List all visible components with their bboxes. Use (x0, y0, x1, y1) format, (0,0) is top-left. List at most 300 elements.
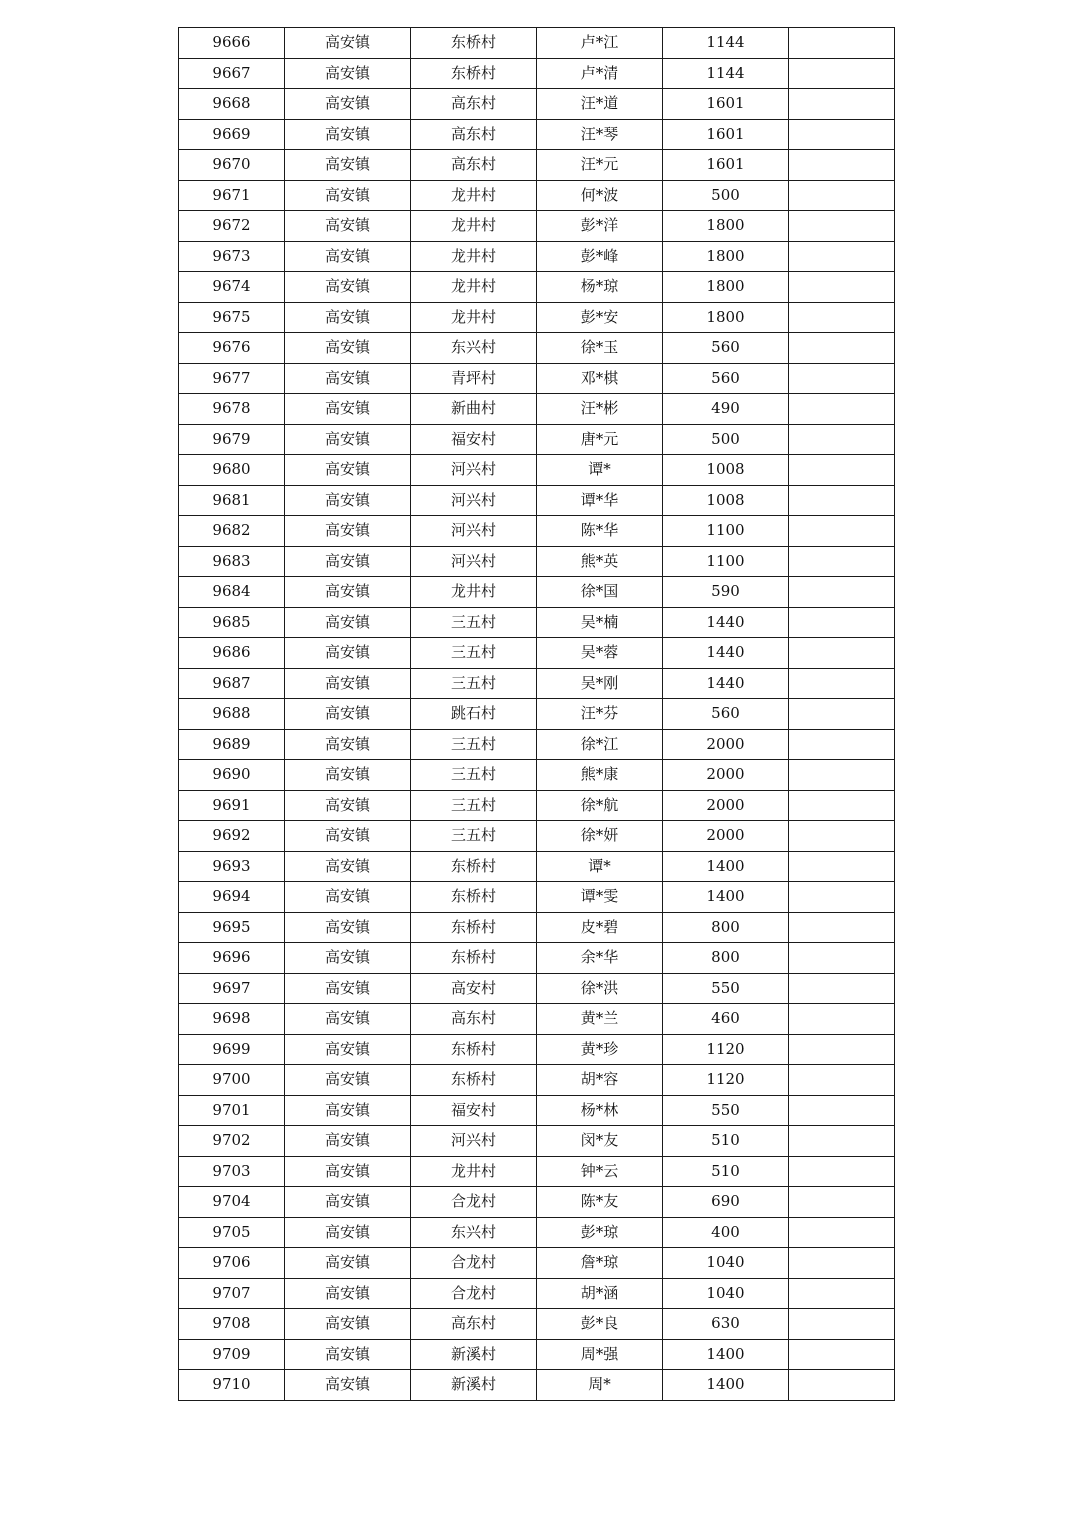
serial-number-cell: 9704 (179, 1187, 285, 1218)
amount-cell: 1800 (663, 241, 789, 272)
serial-number-cell: 9673 (179, 241, 285, 272)
name-cell: 彭*良 (537, 1309, 663, 1340)
note-cell (789, 912, 895, 943)
note-cell (789, 1309, 895, 1340)
table-row (179, 851, 895, 882)
serial-number-cell: 9671 (179, 180, 285, 211)
amount-cell: 2000 (663, 729, 789, 760)
name-cell: 黄*兰 (537, 1004, 663, 1035)
town-cell: 高安镇 (285, 1004, 411, 1035)
name-cell: 杨*林 (537, 1095, 663, 1126)
village-cell: 三五村 (411, 760, 537, 791)
note-cell (789, 333, 895, 364)
town-cell: 高安镇 (285, 1248, 411, 1279)
table-row (179, 28, 895, 59)
table-row (179, 272, 895, 303)
name-cell: 钟*云 (537, 1156, 663, 1187)
table-row (179, 1065, 895, 1096)
town-cell: 高安镇 (285, 760, 411, 791)
note-cell (789, 821, 895, 852)
name-cell: 胡*容 (537, 1065, 663, 1096)
town-cell: 高安镇 (285, 1065, 411, 1096)
serial-number-cell: 9679 (179, 424, 285, 455)
town-cell: 高安镇 (285, 1187, 411, 1218)
serial-number-cell: 9701 (179, 1095, 285, 1126)
table-row (179, 363, 895, 394)
name-cell: 谭* (537, 455, 663, 486)
name-cell: 何*波 (537, 180, 663, 211)
table-row (179, 1004, 895, 1035)
note-cell (789, 577, 895, 608)
note-cell (789, 1065, 895, 1096)
amount-cell: 500 (663, 424, 789, 455)
town-cell: 高安镇 (285, 638, 411, 669)
note-cell (789, 89, 895, 120)
name-cell: 熊*英 (537, 546, 663, 577)
amount-cell: 490 (663, 394, 789, 425)
note-cell (789, 1004, 895, 1035)
table-row (179, 1095, 895, 1126)
village-cell: 河兴村 (411, 485, 537, 516)
village-cell: 东桥村 (411, 882, 537, 913)
table-row (179, 516, 895, 547)
town-cell: 高安镇 (285, 485, 411, 516)
amount-cell: 1800 (663, 302, 789, 333)
village-cell: 龙井村 (411, 1156, 537, 1187)
note-cell (789, 729, 895, 760)
town-cell: 高安镇 (285, 424, 411, 455)
serial-number-cell: 9709 (179, 1339, 285, 1370)
serial-number-cell: 9683 (179, 546, 285, 577)
table-row (179, 1248, 895, 1279)
town-cell: 高安镇 (285, 119, 411, 150)
town-cell: 高安镇 (285, 1156, 411, 1187)
table-row (179, 1126, 895, 1157)
note-cell (789, 241, 895, 272)
note-cell (789, 638, 895, 669)
name-cell: 谭*雯 (537, 882, 663, 913)
serial-number-cell: 9697 (179, 973, 285, 1004)
note-cell (789, 851, 895, 882)
amount-cell: 1008 (663, 455, 789, 486)
amount-cell: 590 (663, 577, 789, 608)
amount-cell: 560 (663, 699, 789, 730)
table-row (179, 1309, 895, 1340)
note-cell (789, 424, 895, 455)
amount-cell: 1040 (663, 1248, 789, 1279)
amount-cell: 630 (663, 1309, 789, 1340)
note-cell (789, 882, 895, 913)
town-cell: 高安镇 (285, 729, 411, 760)
table-row (179, 89, 895, 120)
amount-cell: 1800 (663, 272, 789, 303)
note-cell (789, 180, 895, 211)
village-cell: 三五村 (411, 729, 537, 760)
village-cell: 合龙村 (411, 1278, 537, 1309)
amount-cell: 1400 (663, 851, 789, 882)
amount-cell: 1144 (663, 28, 789, 59)
town-cell: 高安镇 (285, 821, 411, 852)
serial-number-cell: 9666 (179, 28, 285, 59)
table-row (179, 1278, 895, 1309)
name-cell: 汪*道 (537, 89, 663, 120)
table-row (179, 943, 895, 974)
village-cell: 高东村 (411, 1004, 537, 1035)
document-page (178, 27, 895, 1401)
table-row (179, 241, 895, 272)
name-cell: 杨*琼 (537, 272, 663, 303)
amount-cell: 1400 (663, 882, 789, 913)
name-cell: 汪*彬 (537, 394, 663, 425)
serial-number-cell: 9703 (179, 1156, 285, 1187)
name-cell: 詹*琼 (537, 1248, 663, 1279)
village-cell: 合龙村 (411, 1248, 537, 1279)
town-cell: 高安镇 (285, 333, 411, 364)
amount-cell: 550 (663, 973, 789, 1004)
village-cell: 高东村 (411, 1309, 537, 1340)
village-cell: 新曲村 (411, 394, 537, 425)
note-cell (789, 272, 895, 303)
village-cell: 东桥村 (411, 1034, 537, 1065)
amount-cell: 800 (663, 912, 789, 943)
serial-number-cell: 9699 (179, 1034, 285, 1065)
note-cell (789, 1187, 895, 1218)
town-cell: 高安镇 (285, 1034, 411, 1065)
town-cell: 高安镇 (285, 607, 411, 638)
amount-cell: 1601 (663, 150, 789, 181)
table-row (179, 180, 895, 211)
table-row (179, 760, 895, 791)
amount-cell: 1144 (663, 58, 789, 89)
town-cell: 高安镇 (285, 790, 411, 821)
amount-cell: 1440 (663, 638, 789, 669)
village-cell: 跳石村 (411, 699, 537, 730)
village-cell: 东桥村 (411, 28, 537, 59)
name-cell: 徐*玉 (537, 333, 663, 364)
name-cell: 吴*蓉 (537, 638, 663, 669)
note-cell (789, 546, 895, 577)
table-row (179, 1156, 895, 1187)
town-cell: 高安镇 (285, 1309, 411, 1340)
table-row (179, 607, 895, 638)
serial-number-cell: 9677 (179, 363, 285, 394)
amount-cell: 510 (663, 1156, 789, 1187)
serial-number-cell: 9705 (179, 1217, 285, 1248)
name-cell: 皮*碧 (537, 912, 663, 943)
village-cell: 福安村 (411, 1095, 537, 1126)
town-cell: 高安镇 (285, 1217, 411, 1248)
village-cell: 福安村 (411, 424, 537, 455)
table-row (179, 912, 895, 943)
name-cell: 谭* (537, 851, 663, 882)
amount-cell: 690 (663, 1187, 789, 1218)
village-cell: 高安村 (411, 973, 537, 1004)
serial-number-cell: 9690 (179, 760, 285, 791)
table-row (179, 58, 895, 89)
table-row (179, 973, 895, 1004)
town-cell: 高安镇 (285, 516, 411, 547)
note-cell (789, 1034, 895, 1065)
name-cell: 卢*江 (537, 28, 663, 59)
serial-number-cell: 9667 (179, 58, 285, 89)
note-cell (789, 760, 895, 791)
village-cell: 东桥村 (411, 912, 537, 943)
note-cell (789, 455, 895, 486)
serial-number-cell: 9700 (179, 1065, 285, 1096)
amount-cell: 510 (663, 1126, 789, 1157)
town-cell: 高安镇 (285, 1278, 411, 1309)
name-cell: 邓*棋 (537, 363, 663, 394)
village-cell: 新溪村 (411, 1339, 537, 1370)
village-cell: 河兴村 (411, 455, 537, 486)
amount-cell: 460 (663, 1004, 789, 1035)
amount-cell: 1100 (663, 546, 789, 577)
table-row (179, 394, 895, 425)
town-cell: 高安镇 (285, 882, 411, 913)
serial-number-cell: 9676 (179, 333, 285, 364)
note-cell (789, 943, 895, 974)
serial-number-cell: 9686 (179, 638, 285, 669)
table-row (179, 1370, 895, 1401)
serial-number-cell: 9706 (179, 1248, 285, 1279)
name-cell: 徐*国 (537, 577, 663, 608)
table-row (179, 699, 895, 730)
note-cell (789, 28, 895, 59)
table-row (179, 729, 895, 760)
village-cell: 龙井村 (411, 272, 537, 303)
name-cell: 彭*琼 (537, 1217, 663, 1248)
serial-number-cell: 9693 (179, 851, 285, 882)
amount-cell: 550 (663, 1095, 789, 1126)
village-cell: 河兴村 (411, 1126, 537, 1157)
serial-number-cell: 9689 (179, 729, 285, 760)
name-cell: 彭*峰 (537, 241, 663, 272)
note-cell (789, 363, 895, 394)
note-cell (789, 1126, 895, 1157)
note-cell (789, 607, 895, 638)
table-row (179, 302, 895, 333)
name-cell: 汪*芬 (537, 699, 663, 730)
note-cell (789, 58, 895, 89)
note-cell (789, 1370, 895, 1401)
amount-cell: 1800 (663, 211, 789, 242)
amount-cell: 1601 (663, 89, 789, 120)
village-cell: 龙井村 (411, 211, 537, 242)
town-cell: 高安镇 (285, 1095, 411, 1126)
note-cell (789, 119, 895, 150)
amount-cell: 2000 (663, 760, 789, 791)
amount-cell: 400 (663, 1217, 789, 1248)
name-cell: 彭*洋 (537, 211, 663, 242)
serial-number-cell: 9670 (179, 150, 285, 181)
table-row (179, 1339, 895, 1370)
table-row (179, 485, 895, 516)
serial-number-cell: 9710 (179, 1370, 285, 1401)
town-cell: 高安镇 (285, 394, 411, 425)
table-row (179, 333, 895, 364)
town-cell: 高安镇 (285, 699, 411, 730)
name-cell: 胡*涵 (537, 1278, 663, 1309)
roster-table (178, 27, 895, 1401)
village-cell: 三五村 (411, 668, 537, 699)
name-cell: 徐*洪 (537, 973, 663, 1004)
town-cell: 高安镇 (285, 272, 411, 303)
town-cell: 高安镇 (285, 577, 411, 608)
town-cell: 高安镇 (285, 851, 411, 882)
name-cell: 余*华 (537, 943, 663, 974)
note-cell (789, 1156, 895, 1187)
name-cell: 卢*清 (537, 58, 663, 89)
town-cell: 高安镇 (285, 302, 411, 333)
serial-number-cell: 9698 (179, 1004, 285, 1035)
table-row (179, 790, 895, 821)
serial-number-cell: 9681 (179, 485, 285, 516)
name-cell: 吴*刚 (537, 668, 663, 699)
name-cell: 陈*华 (537, 516, 663, 547)
name-cell: 徐*航 (537, 790, 663, 821)
name-cell: 汪*元 (537, 150, 663, 181)
name-cell: 陈*友 (537, 1187, 663, 1218)
village-cell: 龙井村 (411, 241, 537, 272)
amount-cell: 1120 (663, 1034, 789, 1065)
town-cell: 高安镇 (285, 1370, 411, 1401)
village-cell: 东桥村 (411, 851, 537, 882)
town-cell: 高安镇 (285, 1126, 411, 1157)
serial-number-cell: 9678 (179, 394, 285, 425)
note-cell (789, 150, 895, 181)
amount-cell: 1040 (663, 1278, 789, 1309)
amount-cell: 500 (663, 180, 789, 211)
amount-cell: 2000 (663, 821, 789, 852)
town-cell: 高安镇 (285, 546, 411, 577)
note-cell (789, 394, 895, 425)
amount-cell: 560 (663, 333, 789, 364)
note-cell (789, 790, 895, 821)
serial-number-cell: 9691 (179, 790, 285, 821)
village-cell: 河兴村 (411, 516, 537, 547)
village-cell: 东桥村 (411, 943, 537, 974)
serial-number-cell: 9694 (179, 882, 285, 913)
amount-cell: 1400 (663, 1339, 789, 1370)
town-cell: 高安镇 (285, 1339, 411, 1370)
amount-cell: 1120 (663, 1065, 789, 1096)
town-cell: 高安镇 (285, 363, 411, 394)
town-cell: 高安镇 (285, 943, 411, 974)
town-cell: 高安镇 (285, 973, 411, 1004)
serial-number-cell: 9688 (179, 699, 285, 730)
roster-table-body (179, 28, 895, 1401)
name-cell: 汪*琴 (537, 119, 663, 150)
town-cell: 高安镇 (285, 58, 411, 89)
table-row (179, 150, 895, 181)
amount-cell: 560 (663, 363, 789, 394)
serial-number-cell: 9707 (179, 1278, 285, 1309)
note-cell (789, 973, 895, 1004)
town-cell: 高安镇 (285, 211, 411, 242)
name-cell: 闵*友 (537, 1126, 663, 1157)
village-cell: 高东村 (411, 89, 537, 120)
town-cell: 高安镇 (285, 912, 411, 943)
village-cell: 三五村 (411, 790, 537, 821)
table-row (179, 1217, 895, 1248)
village-cell: 东兴村 (411, 333, 537, 364)
serial-number-cell: 9680 (179, 455, 285, 486)
town-cell: 高安镇 (285, 28, 411, 59)
village-cell: 三五村 (411, 638, 537, 669)
note-cell (789, 485, 895, 516)
name-cell: 熊*康 (537, 760, 663, 791)
village-cell: 东桥村 (411, 1065, 537, 1096)
village-cell: 青坪村 (411, 363, 537, 394)
amount-cell: 2000 (663, 790, 789, 821)
serial-number-cell: 9687 (179, 668, 285, 699)
name-cell: 黄*珍 (537, 1034, 663, 1065)
amount-cell: 1400 (663, 1370, 789, 1401)
note-cell (789, 1217, 895, 1248)
town-cell: 高安镇 (285, 668, 411, 699)
serial-number-cell: 9702 (179, 1126, 285, 1157)
village-cell: 高东村 (411, 150, 537, 181)
amount-cell: 1601 (663, 119, 789, 150)
note-cell (789, 302, 895, 333)
serial-number-cell: 9674 (179, 272, 285, 303)
town-cell: 高安镇 (285, 241, 411, 272)
table-row (179, 546, 895, 577)
note-cell (789, 211, 895, 242)
table-row (179, 577, 895, 608)
serial-number-cell: 9696 (179, 943, 285, 974)
town-cell: 高安镇 (285, 89, 411, 120)
amount-cell: 800 (663, 943, 789, 974)
note-cell (789, 1278, 895, 1309)
name-cell: 徐*妍 (537, 821, 663, 852)
table-row (179, 424, 895, 455)
serial-number-cell: 9669 (179, 119, 285, 150)
serial-number-cell: 9685 (179, 607, 285, 638)
village-cell: 龙井村 (411, 577, 537, 608)
note-cell (789, 668, 895, 699)
table-row (179, 211, 895, 242)
table-row (179, 668, 895, 699)
serial-number-cell: 9695 (179, 912, 285, 943)
village-cell: 龙井村 (411, 302, 537, 333)
village-cell: 东桥村 (411, 58, 537, 89)
note-cell (789, 516, 895, 547)
note-cell (789, 1095, 895, 1126)
table-row (179, 638, 895, 669)
serial-number-cell: 9672 (179, 211, 285, 242)
note-cell (789, 1248, 895, 1279)
name-cell: 唐*元 (537, 424, 663, 455)
table-row (179, 882, 895, 913)
village-cell: 三五村 (411, 607, 537, 638)
serial-number-cell: 9692 (179, 821, 285, 852)
serial-number-cell: 9668 (179, 89, 285, 120)
note-cell (789, 1339, 895, 1370)
serial-number-cell: 9684 (179, 577, 285, 608)
village-cell: 高东村 (411, 119, 537, 150)
table-row (179, 1187, 895, 1218)
table-row (179, 119, 895, 150)
town-cell: 高安镇 (285, 150, 411, 181)
village-cell: 河兴村 (411, 546, 537, 577)
serial-number-cell: 9675 (179, 302, 285, 333)
amount-cell: 1008 (663, 485, 789, 516)
name-cell: 周* (537, 1370, 663, 1401)
name-cell: 吴*楠 (537, 607, 663, 638)
table-row (179, 1034, 895, 1065)
village-cell: 龙井村 (411, 180, 537, 211)
